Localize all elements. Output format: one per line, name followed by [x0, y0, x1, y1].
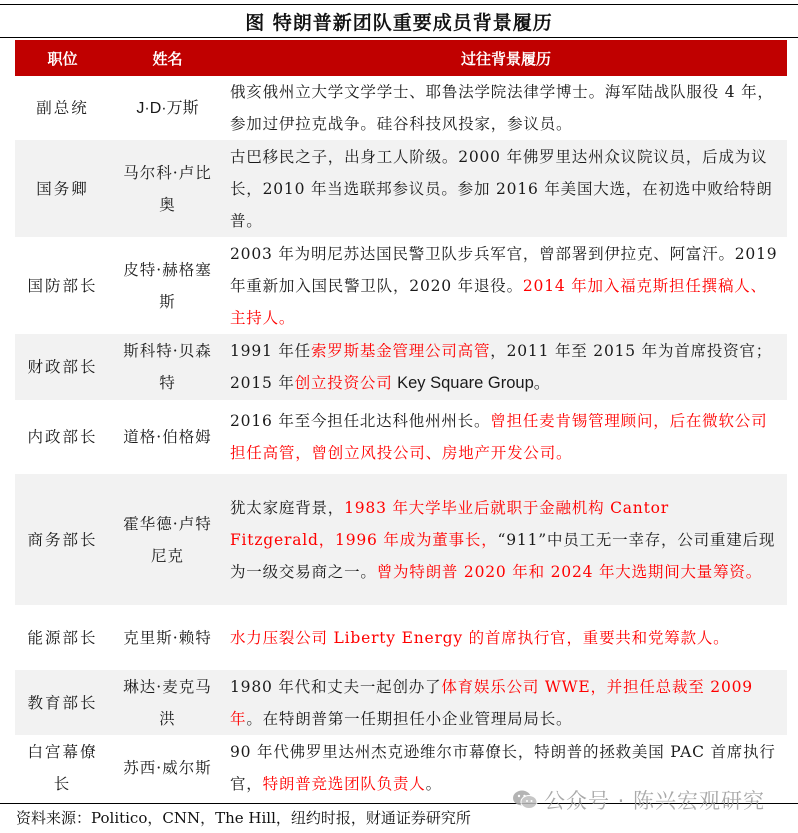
watermark-text: 公众号 · 陈兴宏观研究	[544, 789, 766, 813]
table-row	[15, 400, 787, 474]
bg-segment: 。	[425, 774, 442, 793]
bg-segment: “911”中员工无一幸存，公司重建后现为一级交易商之一。	[230, 530, 776, 581]
wechat-icon	[512, 789, 538, 811]
table-row	[15, 474, 787, 605]
cell-name: 霍华德·卢特尼克	[123, 514, 212, 565]
bg-segment: 俄亥俄州立大学文学学士、耶鲁法学院法律学博士。海军陆战队服役 4 年，参加过伊拉克战争。硅谷科技风投家，参议员。	[230, 83, 774, 133]
cell-name: 皮特·赫格塞斯	[123, 260, 212, 311]
header-name: 姓名	[152, 49, 183, 68]
watermark	[512, 785, 765, 815]
bg-segment-highlight: 曾担任麦肯锡管理顾问，后在微软公司担任高管，曾创立风投公司、房地产开发公司。	[230, 412, 768, 462]
cell-position: 教育部长	[27, 693, 98, 712]
bg-segment-highlight: 曾为特朗普 2020 年和 2024 年大选期间大量筹资。	[376, 562, 763, 581]
table-row	[15, 76, 787, 140]
cell-position: 财政部长	[27, 358, 98, 376]
cell-position: 商务部长	[27, 530, 98, 549]
table-row	[15, 670, 787, 735]
source-note: 资料来源：Politico，CNN，The Hill，纽约时报，财通证券研究所	[16, 809, 471, 827]
cell-background	[225, 671, 787, 735]
cell-background	[225, 405, 787, 469]
figure-title: 图 特朗普新团队重要成员背景履历	[245, 11, 553, 34]
cell-position: 能源部长	[27, 628, 98, 647]
bg-segment-highlight: 2014 年加入福克斯担任撰稿人、主持人。	[230, 276, 767, 327]
table-row	[15, 334, 787, 400]
cell-name: 马尔科·卢比奥	[123, 163, 212, 214]
cell-name: 道格·伯格姆	[123, 428, 212, 446]
cell-position: 国防部长	[27, 276, 98, 295]
cell-position: 副总统	[36, 99, 89, 117]
name-text: J·D·万斯	[136, 99, 199, 117]
cell-background	[225, 335, 787, 399]
bg-segment: 古巴移民之子，出身工人阶级。2000 年佛罗里达州众议院议员，后成为议长，2010 年当选联邦参议员。参加 2016 年美国大选，在初选中败给特朗普。	[230, 147, 773, 230]
bg-segment-highlight: 水力压裂公司 Liberty Energy 的首席执行官，重要共和党筹款人。	[230, 628, 730, 647]
bg-segment: 1991 年任	[230, 342, 311, 360]
bg-segment-highlight: 体育娱乐公司 WWE，并担任总裁至 2009 年	[230, 677, 753, 728]
bg-segment: 犹太家庭背景，	[230, 498, 345, 517]
cell-background	[225, 238, 787, 334]
bg-segment: ，2011 年至 2015 年为首席投资官；2015 年	[230, 342, 773, 392]
table-row	[15, 140, 787, 237]
team-background-table	[15, 40, 787, 800]
cell-name	[110, 92, 225, 125]
cell-name: 苏西·威尔斯	[123, 758, 212, 777]
cell-name: 琳达·麦克马洪	[123, 677, 212, 728]
figure-title-bar	[0, 4, 798, 38]
cell-background	[225, 622, 787, 654]
bg-segment: Key Square Group。	[392, 374, 551, 392]
table-row	[15, 237, 787, 334]
header-background: 过往背景履历	[460, 49, 551, 68]
cell-background	[225, 492, 787, 588]
bg-segment-highlight: 索罗斯基金管理公司高管	[310, 342, 491, 360]
cell-background	[225, 141, 787, 237]
cell-position: 内政部长	[27, 428, 98, 446]
table-header	[15, 40, 787, 76]
table-row	[15, 605, 787, 670]
bg-segment: 90 年代佛罗里达州杰克逊维尔市幕僚长，特朗普的拯救美国 PAC 首席执行官，	[230, 742, 776, 793]
bg-segment-highlight: 特朗普竞选团队负责人	[262, 774, 426, 793]
bg-segment-highlight: 1983 年大学毕业后就职于金融机构 Cantor Fitzgerald，1996 年成为董事长，	[230, 498, 669, 549]
cell-position: 白宫幕僚长	[27, 742, 98, 793]
bg-segment: 2003 年为明尼苏达国民警卫队步兵军官，曾部署到伊拉克、阿富汗。2019 年重新加入国民警卫队，2020 年退役。	[230, 244, 778, 295]
header-position: 职位	[47, 49, 78, 68]
bg-segment: 。在特朗普第一任期担任小企业管理局局长。	[246, 709, 573, 728]
bg-segment-highlight: 创立投资公司	[294, 374, 393, 392]
bg-segment: 1980 年代和丈夫一起创办了	[230, 677, 442, 696]
bg-segment: 2016 年至今担任北达科他州州长。	[230, 412, 491, 430]
cell-name: 克里斯·赖特	[123, 628, 212, 647]
cell-background	[225, 76, 787, 140]
cell-name: 斯科特·贝森特	[123, 342, 212, 392]
cell-position: 国务卿	[36, 179, 89, 198]
